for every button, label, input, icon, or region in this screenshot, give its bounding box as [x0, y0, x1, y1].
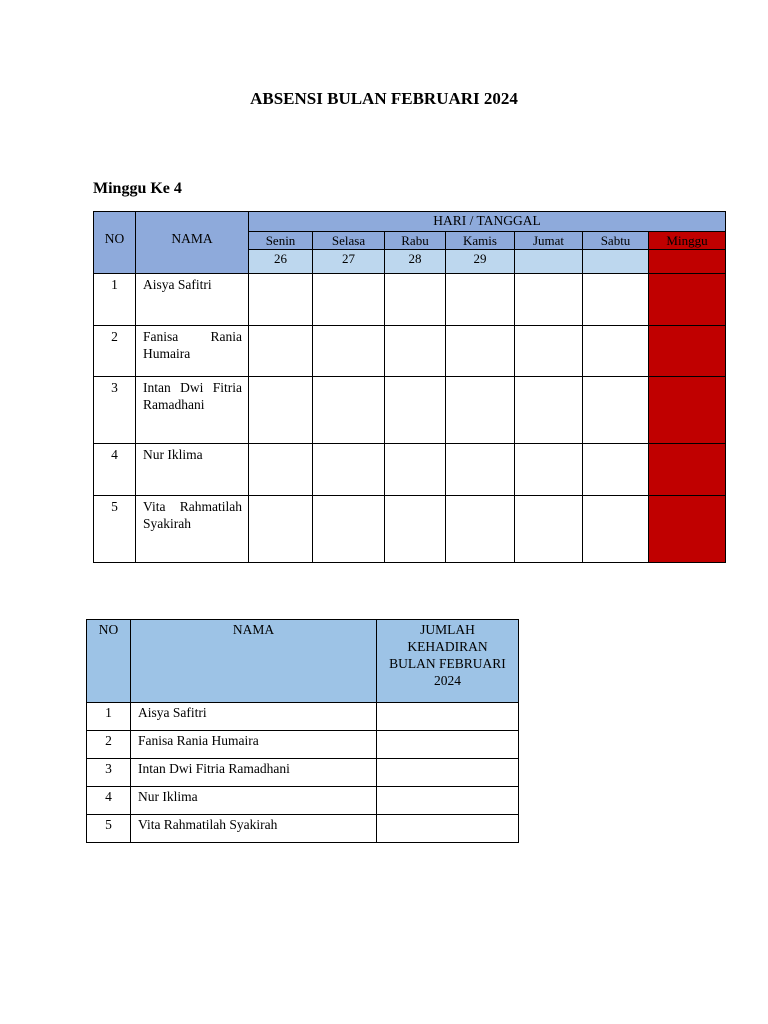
row-number: 4	[94, 444, 136, 496]
attendance-cell	[313, 274, 385, 326]
attendance-cell	[583, 377, 649, 444]
summary-row-number: 2	[87, 731, 131, 759]
attendance-cell	[385, 496, 446, 563]
day-header-6: Minggu	[649, 232, 726, 250]
row-number: 1	[94, 274, 136, 326]
summary-student-name: Vita Rahmatilah Syakirah	[131, 815, 377, 843]
day-header-4: Jumat	[515, 232, 583, 250]
page-title: ABSENSI BULAN FEBRUARI 2024	[250, 89, 518, 108]
summary-total-cell	[377, 703, 519, 731]
summary-header-jumlah: JUMLAH KEHADIRAN BULAN FEBRUARI 2024	[377, 620, 519, 703]
summary-student-name: Fanisa Rania Humaira	[131, 731, 377, 759]
date-header-5	[583, 250, 649, 274]
student-name: Fanisa Rania Humaira	[136, 326, 249, 377]
table-row	[94, 274, 726, 326]
summary-row	[87, 731, 519, 759]
date-header-4	[515, 250, 583, 274]
attendance-cell	[249, 377, 313, 444]
student-name: Vita Rahmatilah Syakirah	[136, 496, 249, 563]
summary-total-cell	[377, 759, 519, 787]
attendance-cell	[583, 444, 649, 496]
attendance-cell	[583, 274, 649, 326]
header-nama: NAMA	[136, 212, 249, 274]
student-name: Nur Iklima	[136, 444, 249, 496]
table-row	[94, 377, 726, 444]
attendance-cell	[249, 326, 313, 377]
row-number: 5	[94, 496, 136, 563]
sunday-cell	[649, 274, 726, 326]
summary-student-name: Nur Iklima	[131, 787, 377, 815]
summary-row	[87, 815, 519, 843]
summary-row-number: 1	[87, 703, 131, 731]
attendance-cell	[313, 326, 385, 377]
attendance-cell	[249, 496, 313, 563]
row-number: 2	[94, 326, 136, 377]
attendance-cell	[385, 377, 446, 444]
day-header-3: Kamis	[446, 232, 515, 250]
summary-student-name: Aisya Safitri	[131, 703, 377, 731]
attendance-cell	[446, 274, 515, 326]
attendance-cell	[515, 444, 583, 496]
student-name: Aisya Safitri	[136, 274, 249, 326]
attendance-cell	[515, 496, 583, 563]
attendance-cell	[515, 274, 583, 326]
day-header-1: Selasa	[313, 232, 385, 250]
table-row	[94, 496, 726, 563]
attendance-summary-table	[86, 619, 519, 843]
attendance-cell	[446, 444, 515, 496]
date-header-3: 29	[446, 250, 515, 274]
summary-total-cell	[377, 815, 519, 843]
summary-student-name: Intan Dwi Fitria Ramadhani	[131, 759, 377, 787]
attendance-cell	[385, 326, 446, 377]
summary-header-nama: NAMA	[131, 620, 377, 703]
summary-row	[87, 703, 519, 731]
date-header-0: 26	[249, 250, 313, 274]
sunday-cell	[649, 496, 726, 563]
attendance-cell	[249, 274, 313, 326]
day-header-2: Rabu	[385, 232, 446, 250]
summary-row	[87, 759, 519, 787]
day-header-5: Sabtu	[583, 232, 649, 250]
summary-row	[87, 787, 519, 815]
day-header-0: Senin	[249, 232, 313, 250]
row-number: 3	[94, 377, 136, 444]
attendance-cell	[446, 377, 515, 444]
attendance-cell	[313, 377, 385, 444]
sunday-cell	[649, 444, 726, 496]
attendance-cell	[515, 326, 583, 377]
attendance-cell	[583, 326, 649, 377]
summary-header-no: NO	[87, 620, 131, 703]
header-hari-tanggal: HARI / TANGGAL	[249, 212, 726, 232]
attendance-cell	[313, 496, 385, 563]
sunday-cell	[649, 377, 726, 444]
student-name: Intan Dwi Fitria Ramadhani	[136, 377, 249, 444]
attendance-cell	[313, 444, 385, 496]
weekly-attendance-table	[93, 211, 726, 563]
attendance-cell	[583, 496, 649, 563]
summary-row-number: 3	[87, 759, 131, 787]
attendance-cell	[446, 326, 515, 377]
summary-total-cell	[377, 731, 519, 759]
date-header-6	[649, 250, 726, 274]
sunday-cell	[649, 326, 726, 377]
attendance-cell	[385, 444, 446, 496]
attendance-cell	[385, 274, 446, 326]
table-row	[94, 444, 726, 496]
attendance-cell	[446, 496, 515, 563]
week-subtitle: Minggu Ke 4	[93, 180, 182, 197]
table-row	[94, 326, 726, 377]
date-header-1: 27	[313, 250, 385, 274]
date-header-2: 28	[385, 250, 446, 274]
attendance-cell	[249, 444, 313, 496]
summary-row-number: 5	[87, 815, 131, 843]
summary-total-cell	[377, 787, 519, 815]
summary-row-number: 4	[87, 787, 131, 815]
header-no: NO	[94, 212, 136, 274]
attendance-cell	[515, 377, 583, 444]
